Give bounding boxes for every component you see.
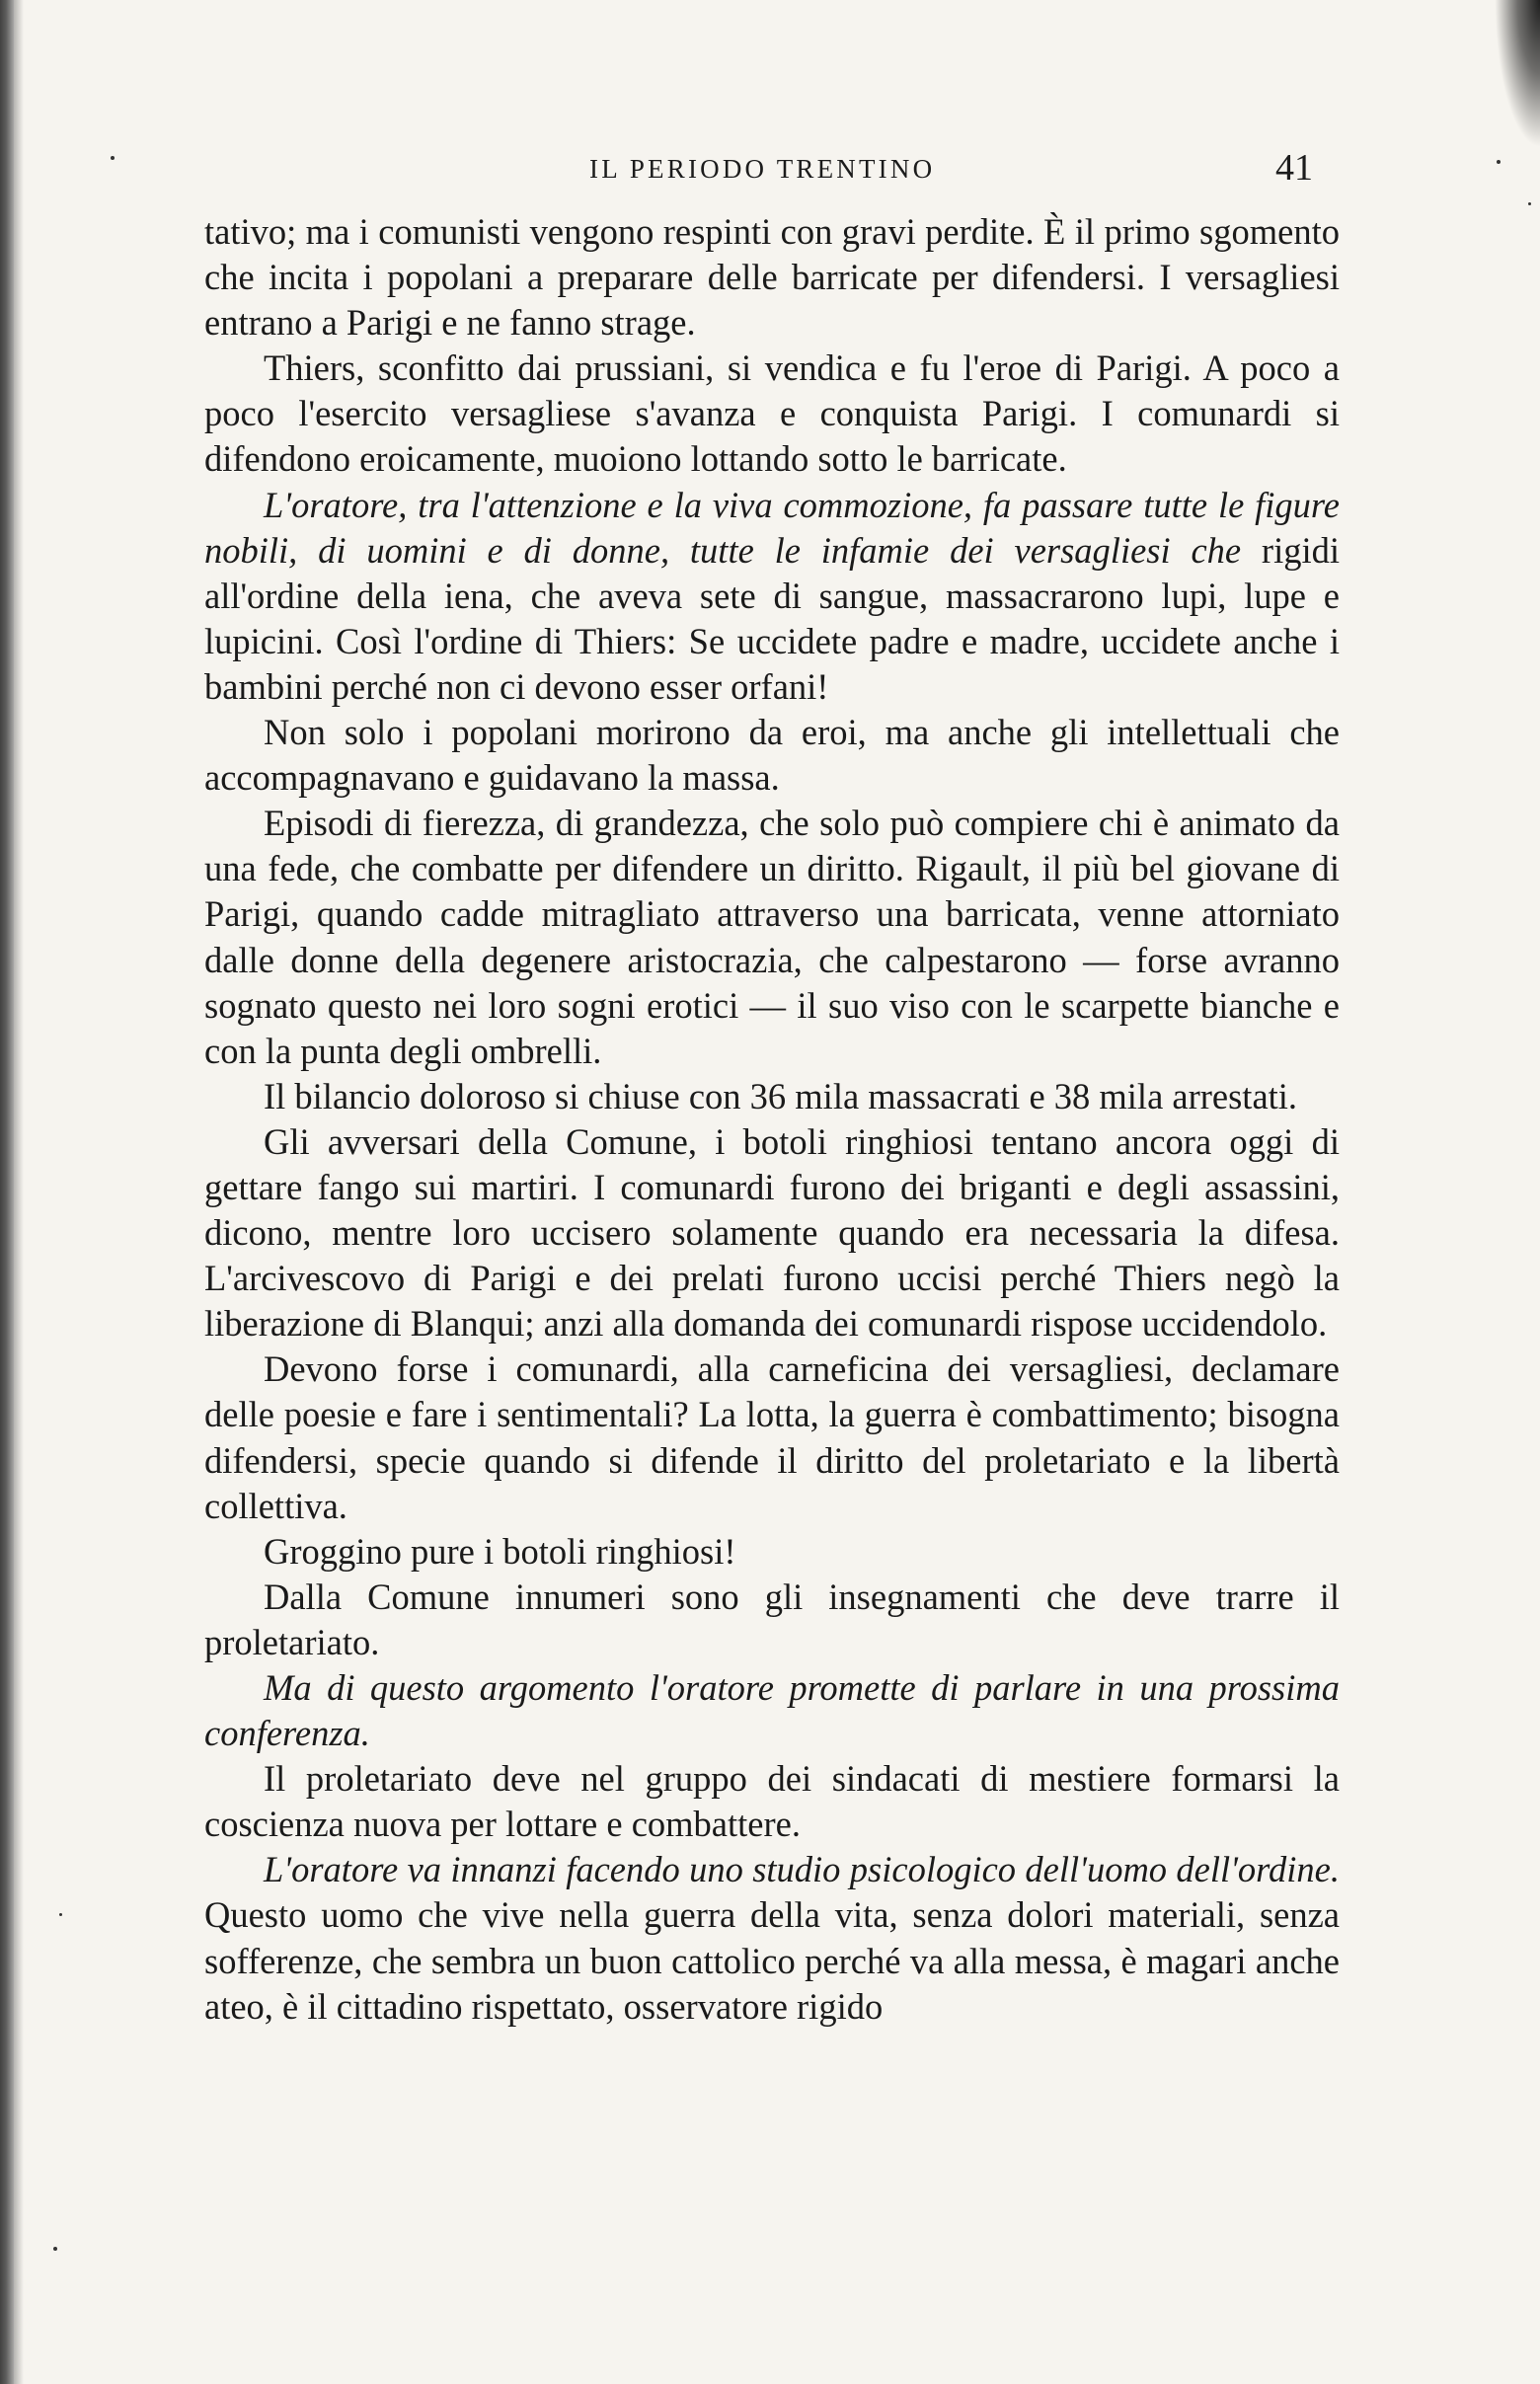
scan-binding-shadow — [0, 0, 14, 2384]
scan-corner-shadow — [1495, 0, 1540, 148]
dust-speck — [59, 1913, 62, 1916]
dust-speck — [1528, 202, 1531, 205]
page-header — [204, 146, 1340, 195]
page-number: 41 — [1275, 147, 1313, 189]
paragraph: Il proletariato deve nel gruppo dei sindacati di mestiere formarsi la coscienza nuova per lottare e combattere. — [204, 1758, 1340, 1845]
paragraph-continuation: rigidi all'ordine della iena, che aveva sete di sangue, massacrarono lupi, lupe e lupicini. Così l'ordine di Thiers: Se uccidete padre e madre, uccidete anche i bambini perché non ci devono esser orfani! — [204, 529, 1341, 707]
paragraph — [204, 483, 1340, 710]
paragraph: Il bilancio doloroso si chiuse con 36 mila massacrati e 38 mila arrestati. — [264, 1075, 1298, 1116]
paragraph: Gli avversari della Comune, i botoli ringhiosi tentano ancora oggi di gettare fango sui martiri. I comunardi furono dei briganti e degli assassini, dicono, mentre loro uccisero solamente quando era necessaria la difesa. L'arcivescovo di Parigi e dei prelati furono uccisi perché Thiers negò la liberazione di Blanqui; anzi alla domanda dei comunardi rispose uccidendolo. — [204, 1120, 1340, 1345]
italic-summary: Ma di questo argomento l'oratore promette di parlare in una prossima conferenza. — [204, 1667, 1340, 1754]
paragraph: Thiers, sconfitto dai prussiani, si vendica e fu l'eroe di Parigi. A poco a poco l'esercito versagliese s'avanza e conquista Parigi. I comunardi si difendono eroicamente, muoiono lottando sotto le barricate. — [204, 347, 1340, 480]
dust-speck — [53, 2247, 57, 2251]
paragraph: Devono forse i comunardi, alla carneficina dei versagliesi, declamare delle poesie e fare i sentimentali? La lotta, la guerra è combattimento; bisogna difendersi, specie quando si difende il diritto del proletariato e la libertà collettiva. — [204, 1348, 1340, 1526]
paragraph — [204, 1847, 1340, 2029]
paragraph: tativo; ma i comunisti vengono respinti con gravi perdite. È il primo sgomento che incita i popolani a preparare delle barricate per difendersi. I versagliesi entrano a Parigi e ne fanno strage. — [204, 211, 1340, 344]
running-head: IL PERIODO TRENTINO — [589, 154, 936, 184]
paragraph-continuation: Questo uomo che vive nella guerra della vita, senza dolori materiali, senza sofferenze, che sembra un buon cattolico perché va alla messa, è magari anche ateo, è il cittadino rispettato, osservatore rigido — [204, 1894, 1340, 2027]
dust-speck — [1497, 160, 1501, 164]
paragraph: Non solo i popolani morirono da eroi, ma anche gli intellettuali che accompagnavano e guidavano la massa. — [204, 712, 1340, 799]
scan-binding-fade — [14, 0, 24, 2384]
body-text — [204, 209, 1340, 2030]
italic-summary: L'oratore va innanzi facendo uno studio psicologico dell'uomo dell'ordine. — [264, 1849, 1340, 1890]
italic-summary: L'oratore, tra l'attenzione e la viva commozione, fa passare tutte le figure nobili, di uomini e di donne, tutte le infamie dei versagliesi che — [204, 484, 1340, 571]
paragraph: Dalla Comune innumeri sono gli insegnamenti che deve trarre il proletariato. — [204, 1576, 1340, 1662]
paragraph: Episodi di fierezza, di grandezza, che solo può compiere chi è animato da una fede, che combatte per difendere un diritto. Rigault, il più bel giovane di Parigi, quando cadde mitragliato attraverso una barricata, venne attorniato dalle donne della degenere aristocrazia, che calpestarono — forse avranno sognato questo nei loro sogni erotici — il suo viso con le scarpette bianche e con la punta degli ombrelli. — [204, 803, 1340, 1071]
dust-speck — [111, 156, 115, 160]
paragraph: Groggino pure i botoli ringhiosi! — [264, 1530, 736, 1572]
